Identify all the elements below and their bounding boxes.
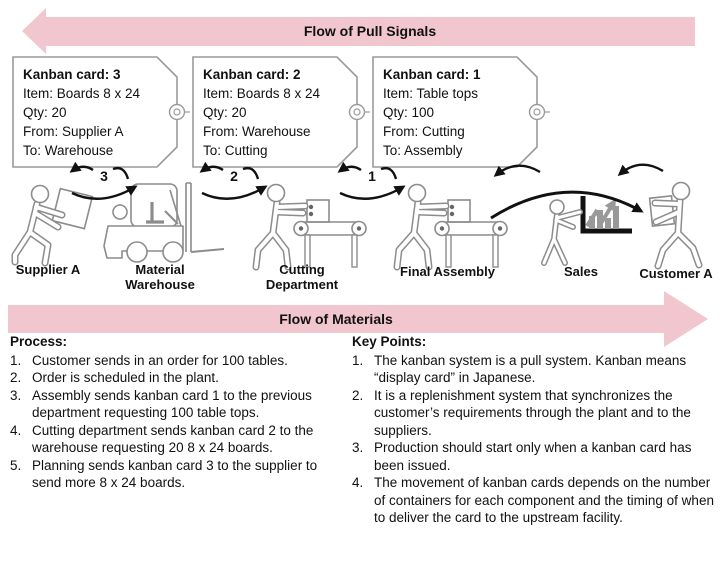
card-title: Kanban card: 3 xyxy=(23,67,121,82)
figure-label-customer-a: Customer A xyxy=(639,266,713,281)
card-from-line: From: Cutting xyxy=(383,124,465,139)
process-item: 1. Customer sends in an order for 100 tables. xyxy=(10,352,288,368)
pull-arrow-customer-to-sales-icon xyxy=(620,165,663,174)
cycle-number: 1 xyxy=(368,168,376,184)
figure-label-material-warehouse: Material Warehouse xyxy=(125,262,195,292)
card-qty-line: Qty: 20 xyxy=(23,105,67,120)
process-item: 3. Assembly sends kanban card 1 to the previous department requesting 100 table tops. xyxy=(10,387,312,420)
card-qty-line: Qty: 100 xyxy=(383,105,435,120)
card-from-line: From: Supplier A xyxy=(23,124,124,139)
figure-label-final-assembly: Final Assembly xyxy=(400,264,495,279)
card-to-line: To: Cutting xyxy=(203,143,268,158)
figure-label-sales: Sales xyxy=(564,264,598,279)
pull-arrow-sales-to-assembly-icon xyxy=(496,166,540,175)
kanban-cycle-2 xyxy=(202,167,265,199)
cycle-number: 2 xyxy=(230,168,238,184)
card-item-line: Item: Boards 8 x 24 xyxy=(203,86,321,101)
card-title: Kanban card: 1 xyxy=(383,67,481,82)
figure-label-supplier-a: Supplier A xyxy=(15,262,81,277)
final-assembly-icon xyxy=(397,185,507,268)
key-point-item: 2. It is a replenishment system that synchronizes the customer’s requirements through the plant and to the suppliers. xyxy=(352,387,691,438)
pull-signals-arrow-label: Flow of Pull Signals xyxy=(303,23,437,39)
card-to-line: To: Assembly xyxy=(383,143,463,158)
card-item-line: Item: Boards 8 x 24 xyxy=(23,86,141,101)
key-point-item: 1. The kanban system is a pull system. Kanban means “display card” in Japanese. xyxy=(352,352,687,385)
process-item: 2. Order is scheduled in the plant. xyxy=(10,370,219,385)
materials-arrow-label: Flow of Materials xyxy=(279,311,393,327)
customer-a-icon xyxy=(650,183,699,267)
figure-label-cutting-department: Cutting Department xyxy=(265,262,339,292)
key-point-item: 4. The movement of kanban cards depends on the number of containers for each component and the timing of when to deliver the card to the upstream facility. xyxy=(352,475,714,525)
process-section xyxy=(10,333,344,492)
card-qty-line: Qty: 20 xyxy=(203,105,247,120)
card-from-line: From: Warehouse xyxy=(203,124,311,139)
key-point-item: 3. Production should start only when a kanban card has been issued. xyxy=(352,440,692,473)
process-heading: Process: xyxy=(10,334,68,349)
card-title: Kanban card: 2 xyxy=(203,67,301,82)
card-to-line: To: Warehouse xyxy=(23,143,114,158)
kanban-cycle-1 xyxy=(340,167,403,199)
process-item: 5. Planning sends kanban card 3 to the supplier to send more 8 x 24 boards. xyxy=(10,457,318,490)
process-item: 4. Cutting department sends kanban card 2 to the warehouse requesting 20 8 x 24 boards. xyxy=(10,422,314,455)
sales-chart-icon xyxy=(544,196,632,263)
cycle-number: 3 xyxy=(100,168,108,184)
card-item-line: Item: Table tops xyxy=(383,86,479,101)
key-points-heading: Key Points: xyxy=(352,334,427,349)
key-points-section xyxy=(352,333,716,527)
